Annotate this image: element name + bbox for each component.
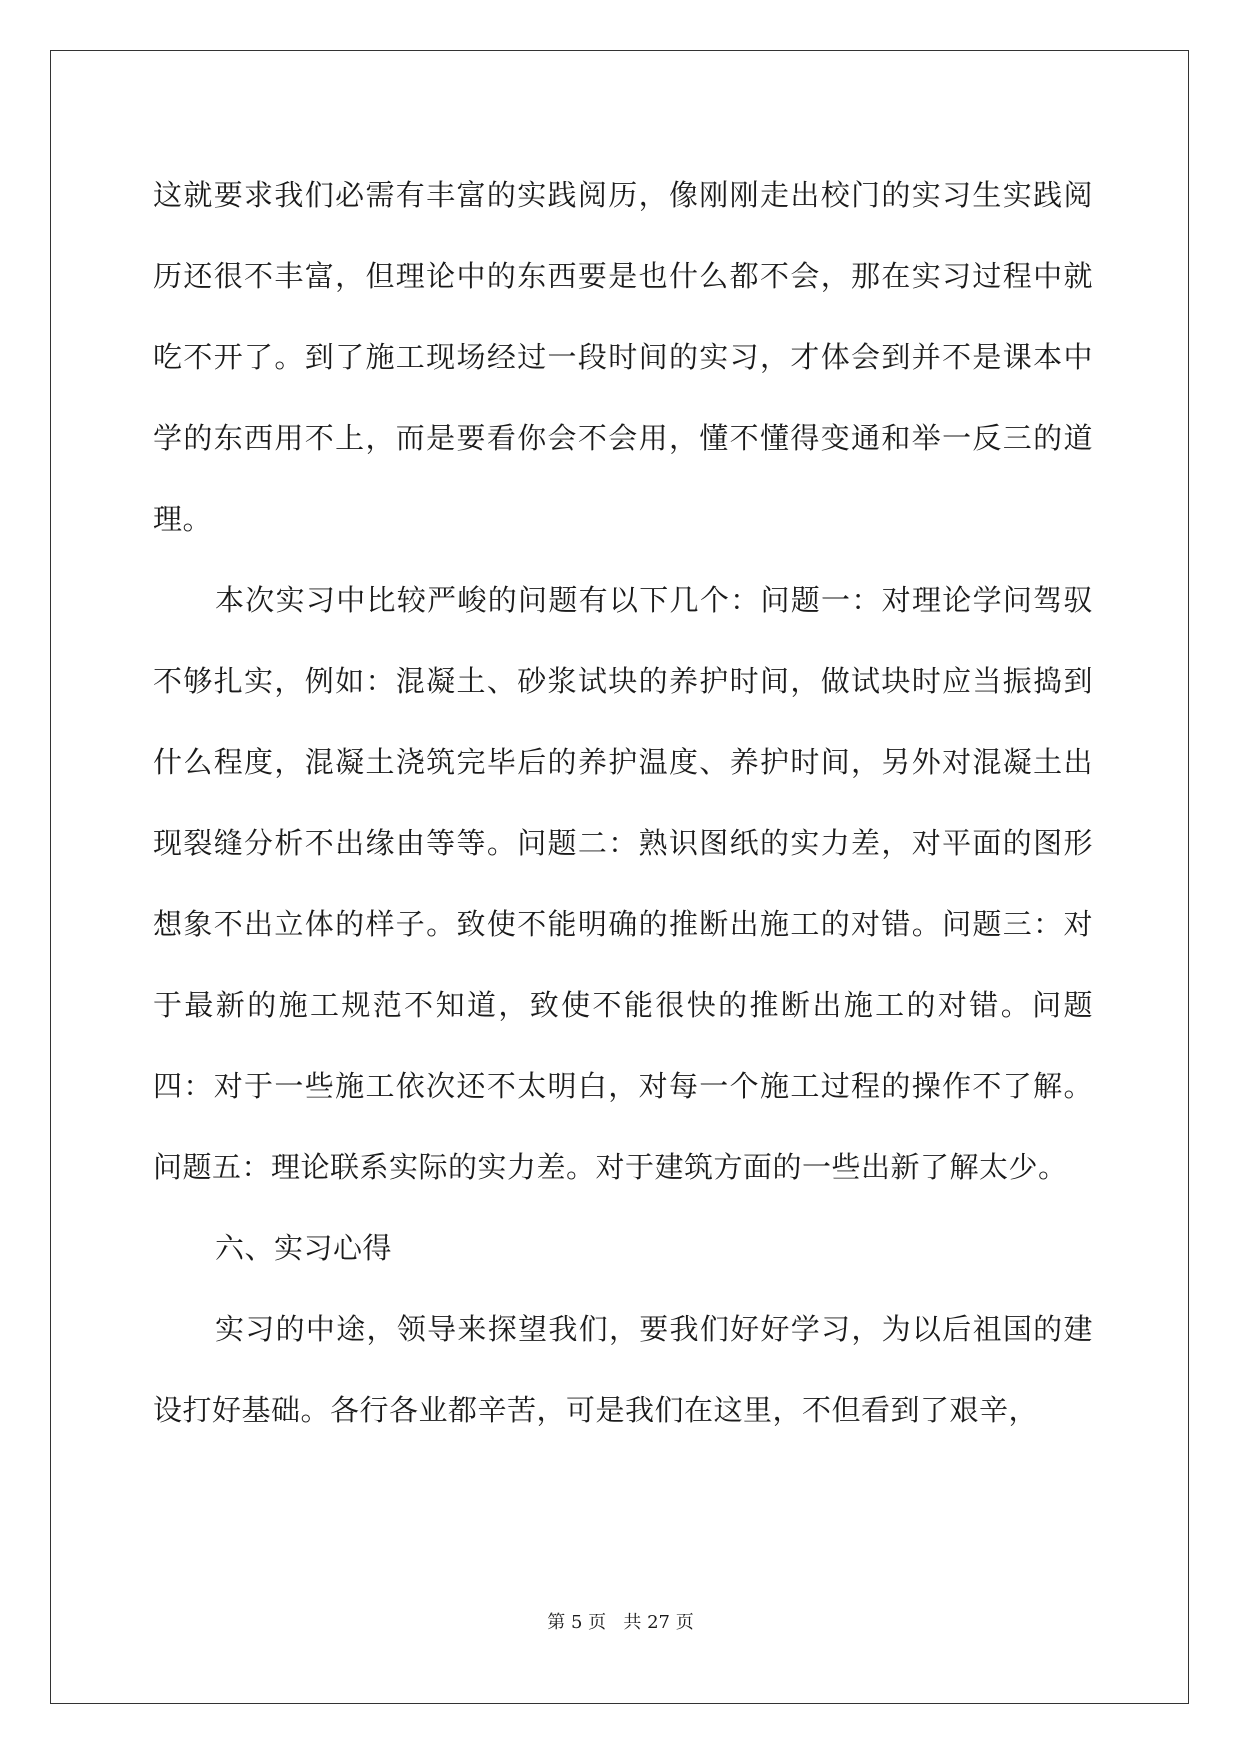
paragraph-2: 本次实习中比较严峻的问题有以下几个：问题一：对理论学问驾驭不够扎实，例如：混凝土、砂浆试块的养护时间，做试块时应当振捣到什么程度，混凝土浇筑完毕后的养护温度、养护时间，另外对混凝土出现裂缝分析不出缘由等等。问题二：熟识图纸的实力差，对平面的图形想象不出立体的样子。致使不能明确的推断出施工的对错。问题三：对于最新的施工规范不知道，致使不能很快的推断出施工的对错。问题四：对于一些施工依次还不太明白，对每一个施工过程的操作不了解。问题五：理论联系实际的实力差。对于建筑方面的一些出新了解太少。 bbox=[153, 583, 1093, 1184]
section-heading: 六、实习心得 bbox=[215, 1231, 393, 1265]
document-body bbox=[153, 155, 1093, 1451]
page-footer bbox=[0, 1608, 1241, 1634]
paragraph-3: 实习的中途，领导来探望我们，要我们好好学习，为以后祖国的建设打好基础。各行各业都辛苦，可是我们在这里，不但看到了艰辛， bbox=[153, 1312, 1093, 1427]
paragraph-1: 这就要求我们必需有丰富的实践阅历，像刚刚走出校门的实习生实践阅历还很不丰富，但理论中的东西要是也什么都不会，那在实习过程中就吃不开了。到了施工现场经过一段时间的实习，才体会到并不是课本中学的东西用不上，而是要看你会不会用，懂不懂得变通和举一反三的道理。 bbox=[153, 178, 1093, 536]
page-total: 共 27 页 bbox=[623, 1612, 694, 1633]
page-number: 第 5 页 bbox=[547, 1612, 607, 1633]
